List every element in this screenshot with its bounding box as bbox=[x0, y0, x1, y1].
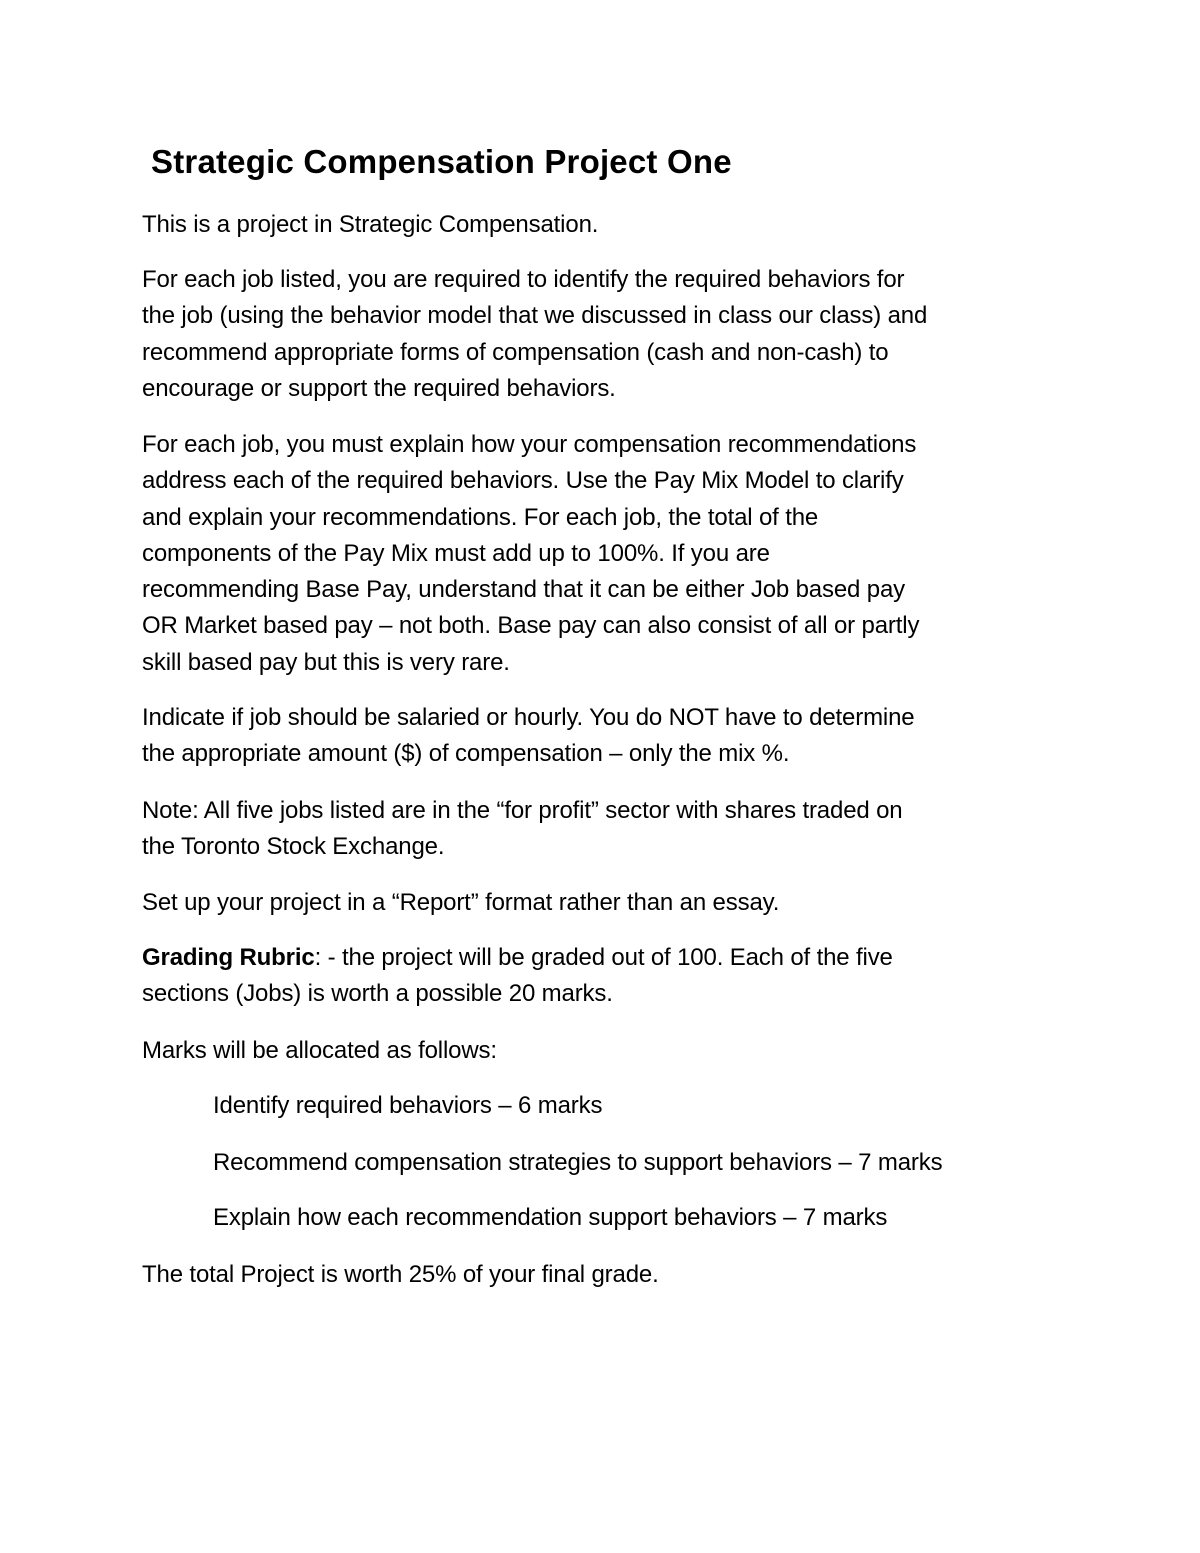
marks-item bbox=[213, 1088, 1113, 1124]
text-line: the job (using the behavior model that we discussed in class our class) and bbox=[142, 302, 928, 330]
requirements-paragraph bbox=[142, 262, 1072, 407]
text-line: Identify required behaviors – 6 marks bbox=[213, 1092, 603, 1119]
grading-rubric-label: Grading Rubric bbox=[142, 944, 315, 971]
salaried-paragraph bbox=[142, 700, 1072, 773]
report-format-paragraph bbox=[142, 885, 1072, 921]
marks-item bbox=[213, 1200, 1113, 1236]
text-line: Recommend compensation strategies to support behaviors – 7 marks bbox=[213, 1149, 943, 1176]
marks-item bbox=[213, 1145, 1113, 1181]
text-line: components of the Pay Mix must add up to 100%. If you are bbox=[142, 539, 770, 567]
text-line: recommend appropriate forms of compensation (cash and non-cash) to bbox=[142, 338, 889, 366]
grading-paragraph bbox=[142, 940, 1072, 1013]
text-line: and explain your recommendations. For each job, the total of the bbox=[142, 503, 819, 531]
intro-paragraph bbox=[142, 207, 1072, 243]
text-line: OR Market based pay – not both. Base pay can also consist of all or partly bbox=[142, 612, 920, 640]
text-line: address each of the required behaviors. Use the Pay Mix Model to clarify bbox=[142, 467, 904, 495]
text-line: For each job, you must explain how your compensation recommendations bbox=[142, 431, 917, 458]
text-line: The total Project is worth 25% of your final grade. bbox=[142, 1261, 659, 1288]
text-line: This is a project in Strategic Compensation. bbox=[142, 211, 599, 238]
document-title: Strategic Compensation Project One bbox=[151, 143, 732, 180]
text-line: the appropriate amount ($) of compensation – only the mix %. bbox=[142, 740, 790, 768]
text-line: Indicate if job should be salaried or hourly. You do NOT have to determine bbox=[142, 704, 915, 731]
text-line: the Toronto Stock Exchange. bbox=[142, 833, 445, 861]
total-paragraph bbox=[142, 1257, 1072, 1293]
explain-paragraph bbox=[142, 427, 1072, 681]
text-line: Marks will be allocated as follows: bbox=[142, 1037, 497, 1064]
text-line: Note: All five jobs listed are in the “for profit” sector with shares traded on bbox=[142, 797, 903, 824]
text-line: skill based pay but this is very rare. bbox=[142, 648, 510, 676]
text-line: sections (Jobs) is worth a possible 20 marks. bbox=[142, 980, 613, 1008]
text-line: Explain how each recommendation support behaviors – 7 marks bbox=[213, 1204, 888, 1231]
marks-intro-paragraph bbox=[142, 1033, 1072, 1069]
note-paragraph bbox=[142, 793, 1072, 866]
text-line: For each job listed, you are required to identify the required behaviors for bbox=[142, 266, 905, 293]
text-line: recommending Base Pay, understand that it can be either Job based pay bbox=[142, 576, 906, 604]
text-line bbox=[142, 940, 1072, 976]
text-line: Set up your project in a “Report” format rather than an essay. bbox=[142, 889, 780, 916]
text-line: encourage or support the required behaviors. bbox=[142, 374, 616, 402]
grading-rubric-text: : - the project will be graded out of 100. Each of the five bbox=[314, 944, 893, 971]
